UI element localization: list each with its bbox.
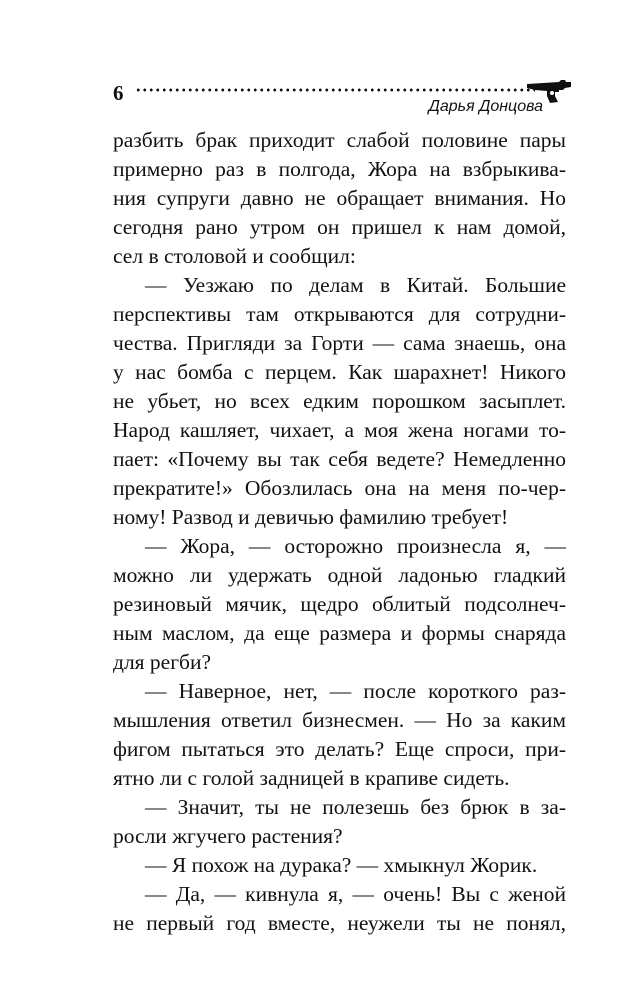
text-line: примерно раз в полгода, Жора на взбрыкива-: [113, 157, 566, 181]
text-line: мышления ответил бизнесмен. — Но за каким: [113, 708, 566, 732]
author-name: Дарья Донцова: [428, 98, 543, 115]
text-line: перспективы там открываются для сотрудни-: [113, 302, 566, 326]
text-line: резиновый мячик, щедро облитый подсолнеч-: [113, 592, 566, 616]
text-line: разбить брак приходит слабой половине пары: [113, 128, 566, 152]
text-line: сел в столовой и сообщил:: [113, 244, 356, 268]
text-line: ным маслом, да еще размера и формы снаряда: [113, 621, 566, 645]
text-line: росли жгучего растения?: [113, 824, 343, 848]
page-number: 6: [113, 81, 124, 105]
text-line: не убьет, но всех едким порошком засыплет.: [113, 389, 566, 413]
text-line: Народ кашляет, чихает, а моя жена ногами то-: [113, 418, 566, 442]
text-line: — Значит, ты не полезешь без брюк в за-: [145, 795, 566, 819]
text-line: не первый год вместе, неужели ты не понял,: [113, 911, 566, 935]
text-line: пает: «Почему вы так себя ведете? Немедленно: [113, 447, 566, 471]
text-line: — Жора, — осторожно произнесла я, —: [145, 534, 566, 558]
body-text: [113, 126, 566, 938]
text-line: — Да, — кивнула я, — очень! Вы с женой: [145, 882, 566, 906]
text-line: для регби?: [113, 650, 212, 674]
text-line: — Я похож на дурака? — хмыкнул Жорик.: [145, 853, 538, 877]
text-line: — Уезжаю по делам в Китай. Большие: [145, 273, 566, 297]
text-line: ятно ли с голой задницей в крапиве сидеть.: [113, 766, 510, 790]
text-line: прекратите!» Обозлилась она на меня по-чер-: [113, 476, 566, 500]
text-line: фигом пытаться это делать? Еще спроси, при-: [113, 737, 566, 761]
text-line: у нас бомба с перцем. Как шарахнет! Никого: [113, 360, 566, 384]
text-line: можно ли удержать одной ладонью гладкий: [113, 563, 566, 587]
dotted-rule: [135, 88, 535, 92]
text-line: — Наверное, нет, — после короткого раз-: [145, 679, 566, 703]
text-line: чества. Пригляди за Горти — сама знаешь, она: [113, 331, 566, 355]
text-line: ному! Развод и девичью фамилию требует!: [113, 505, 509, 529]
running-header: [113, 78, 573, 118]
text-line: сегодня рано утром он пришел к нам домой,: [113, 215, 566, 239]
text-line: ния супруги давно не обращает внимания. Но: [113, 186, 566, 210]
